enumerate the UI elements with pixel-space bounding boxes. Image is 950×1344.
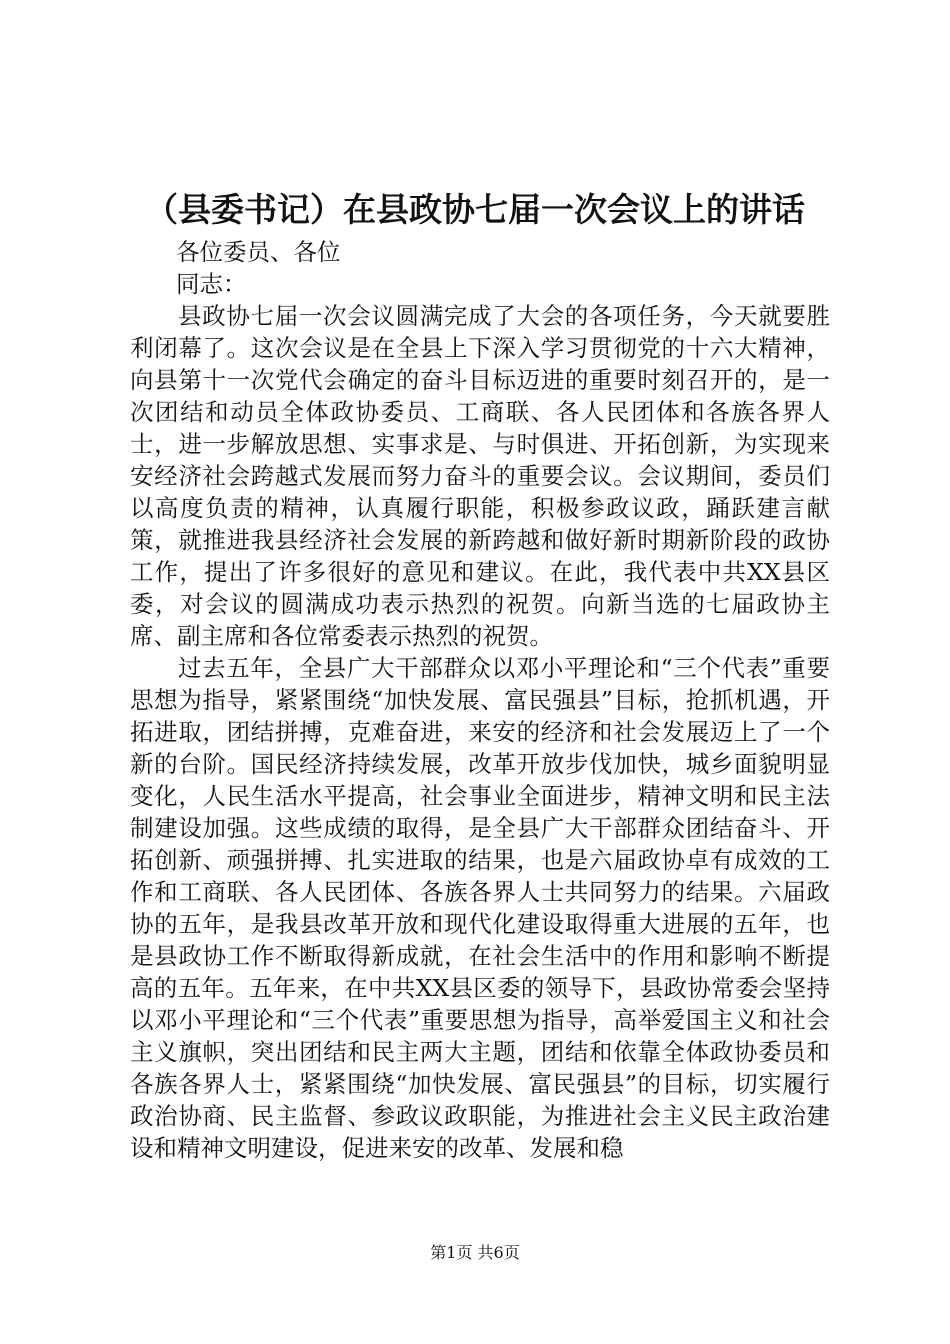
document-body <box>130 236 830 1164</box>
document-title: （县委书记）在县政协七届一次会议上的讲话 <box>145 190 805 229</box>
paragraph-1: 县政协七届一次会议圆满完成了大会的各项任务，今天就要胜利闭幕了。这次会议是在全县上下深入学习贯彻党的十六大精神，向县第十一次党代会确定的奋斗目标迈进的重要时刻召开的，是一次团结和动员全体政协委员、工商联、各人民团体和各族各界人士，进一步解放思想、实事求是、与时俱进、开拓创新，为实现来安经济社会跨越式发展而努力奋斗的重要会议。会议期间，委员们以高度负责的精神，认真履行职能，积极参政议政，踊跃建言献策，就推进我县经济社会发展的新跨越和做好新时期新阶段的政协工作，提出了许多很好的意见和建议。在此，我代表中共XX县区委，对会议的圆满成功表示热烈的祝贺。向新当选的七届政协主席、副主席和各位常委表示热烈的祝贺。 <box>130 302 830 650</box>
salutation-line-2: 同志： <box>176 270 247 298</box>
salutation-line-1: 各位委员、各位 <box>176 238 341 266</box>
paragraph-2: 过去五年，全县广大干部群众以邓小平理论和“三个代表”重要思想为指导，紧紧围绕“加快发展、富民强县”目标，抢抓机遇，开拓进取，团结拼搏，克难奋进，来安的经济和社会发展迈上了一个新的台阶。国民经济持续发展，改革开放步伐加快，城乡面貌明显变化，人民生活水平提高，社会事业全面进步，精神文明和民主法制建设加强。这些成绩的取得，是全县广大干部群众团结奋斗、开拓创新、顽强拼搏、扎实进取的结果，也是六届政协卓有成效的工作和工商联、各人民团体、各族各界人士共同努力的结果。六届政协的五年，是我县改革开放和现代化建设取得重大进展的五年，也是县政协工作不断取得新成就，在社会生活中的作用和影响不断提高的五年。五年来，在中共XX县区委的领导下，县政协常委会坚持以邓小平理论和“三个代表”重要思想为指导，高举爱国主义和社会主义旗帜，突出团结和民主两大主题，团结和依靠全体政协委员和各族各界人士，紧紧围绕“加快发展、富民强县”的目标，切实履行政治协商、民主监督、参政议政职能，为推进社会主义民主政治建设和精神文明建设，促进来安的改革、发展和稳 <box>130 654 830 1162</box>
page-number-footer: 第1页 共6页 <box>430 1243 520 1262</box>
